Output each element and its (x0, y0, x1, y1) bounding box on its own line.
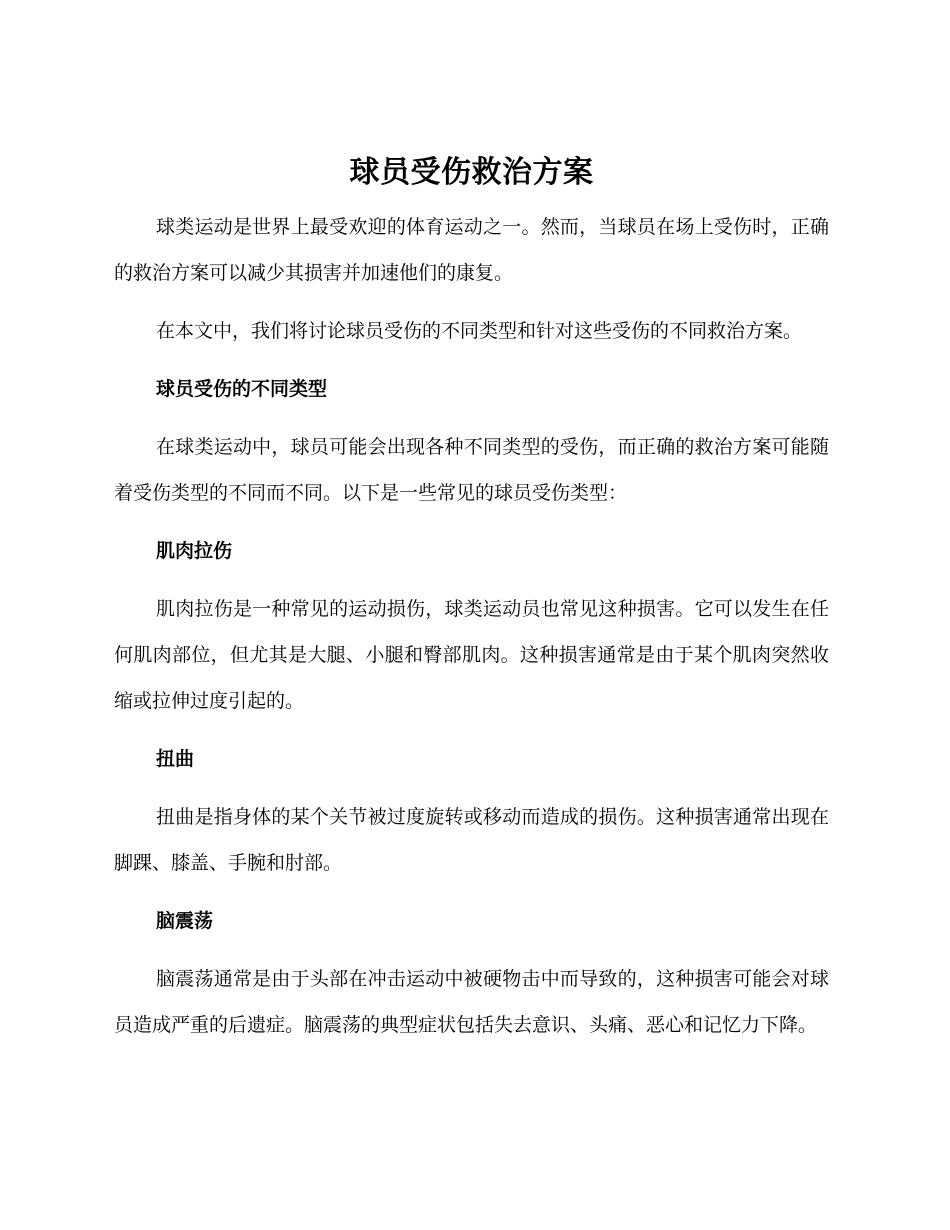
sprain-paragraph: 扭曲是指身体的某个关节被过度旋转或移动而造成的损伤。这种损害通常出现在脚踝、膝盖、手腕和肘部。 (114, 806, 829, 874)
section-heading-concussion: 脑震荡 (156, 910, 214, 932)
section-heading-muscle-strain: 肌肉拉伤 (156, 540, 233, 562)
muscle-strain-paragraph: 肌肉拉伤是一种常见的运动损伤，球类运动员也常见这种损害。它可以发生在任何肌肉部位，但尤其是大腿、小腿和臀部肌肉。这种损害通常是由于某个肌肉突然收缩或拉伸过度引起的。 (114, 598, 829, 712)
section-heading-sprain: 扭曲 (156, 748, 195, 770)
overview-paragraph: 在本文中，我们将讨论球员受伤的不同类型和针对这些受伤的不同救治方案。 (156, 320, 803, 342)
injury-types-paragraph: 在球类运动中，球员可能会出现各种不同类型的受伤，而正确的救治方案可能随着受伤类型的不同而不同。以下是一些常见的球员受伤类型： (114, 436, 829, 504)
section-heading-injury-types: 球员受伤的不同类型 (156, 378, 328, 400)
document-title: 球员受伤救治方案 (349, 155, 594, 190)
intro-paragraph: 球类运动是世界上最受欢迎的体育运动之一。然而，当球员在场上受伤时，正确的救治方案可以减少其损害并加速他们的康复。 (114, 216, 829, 284)
concussion-paragraph: 脑震荡通常是由于头部在冲击运动中被硬物击中而导致的，这种损害可能会对球员造成严重的后遗症。脑震荡的典型症状包括失去意识、头痛、恶心和记忆力下降。 (114, 968, 829, 1036)
